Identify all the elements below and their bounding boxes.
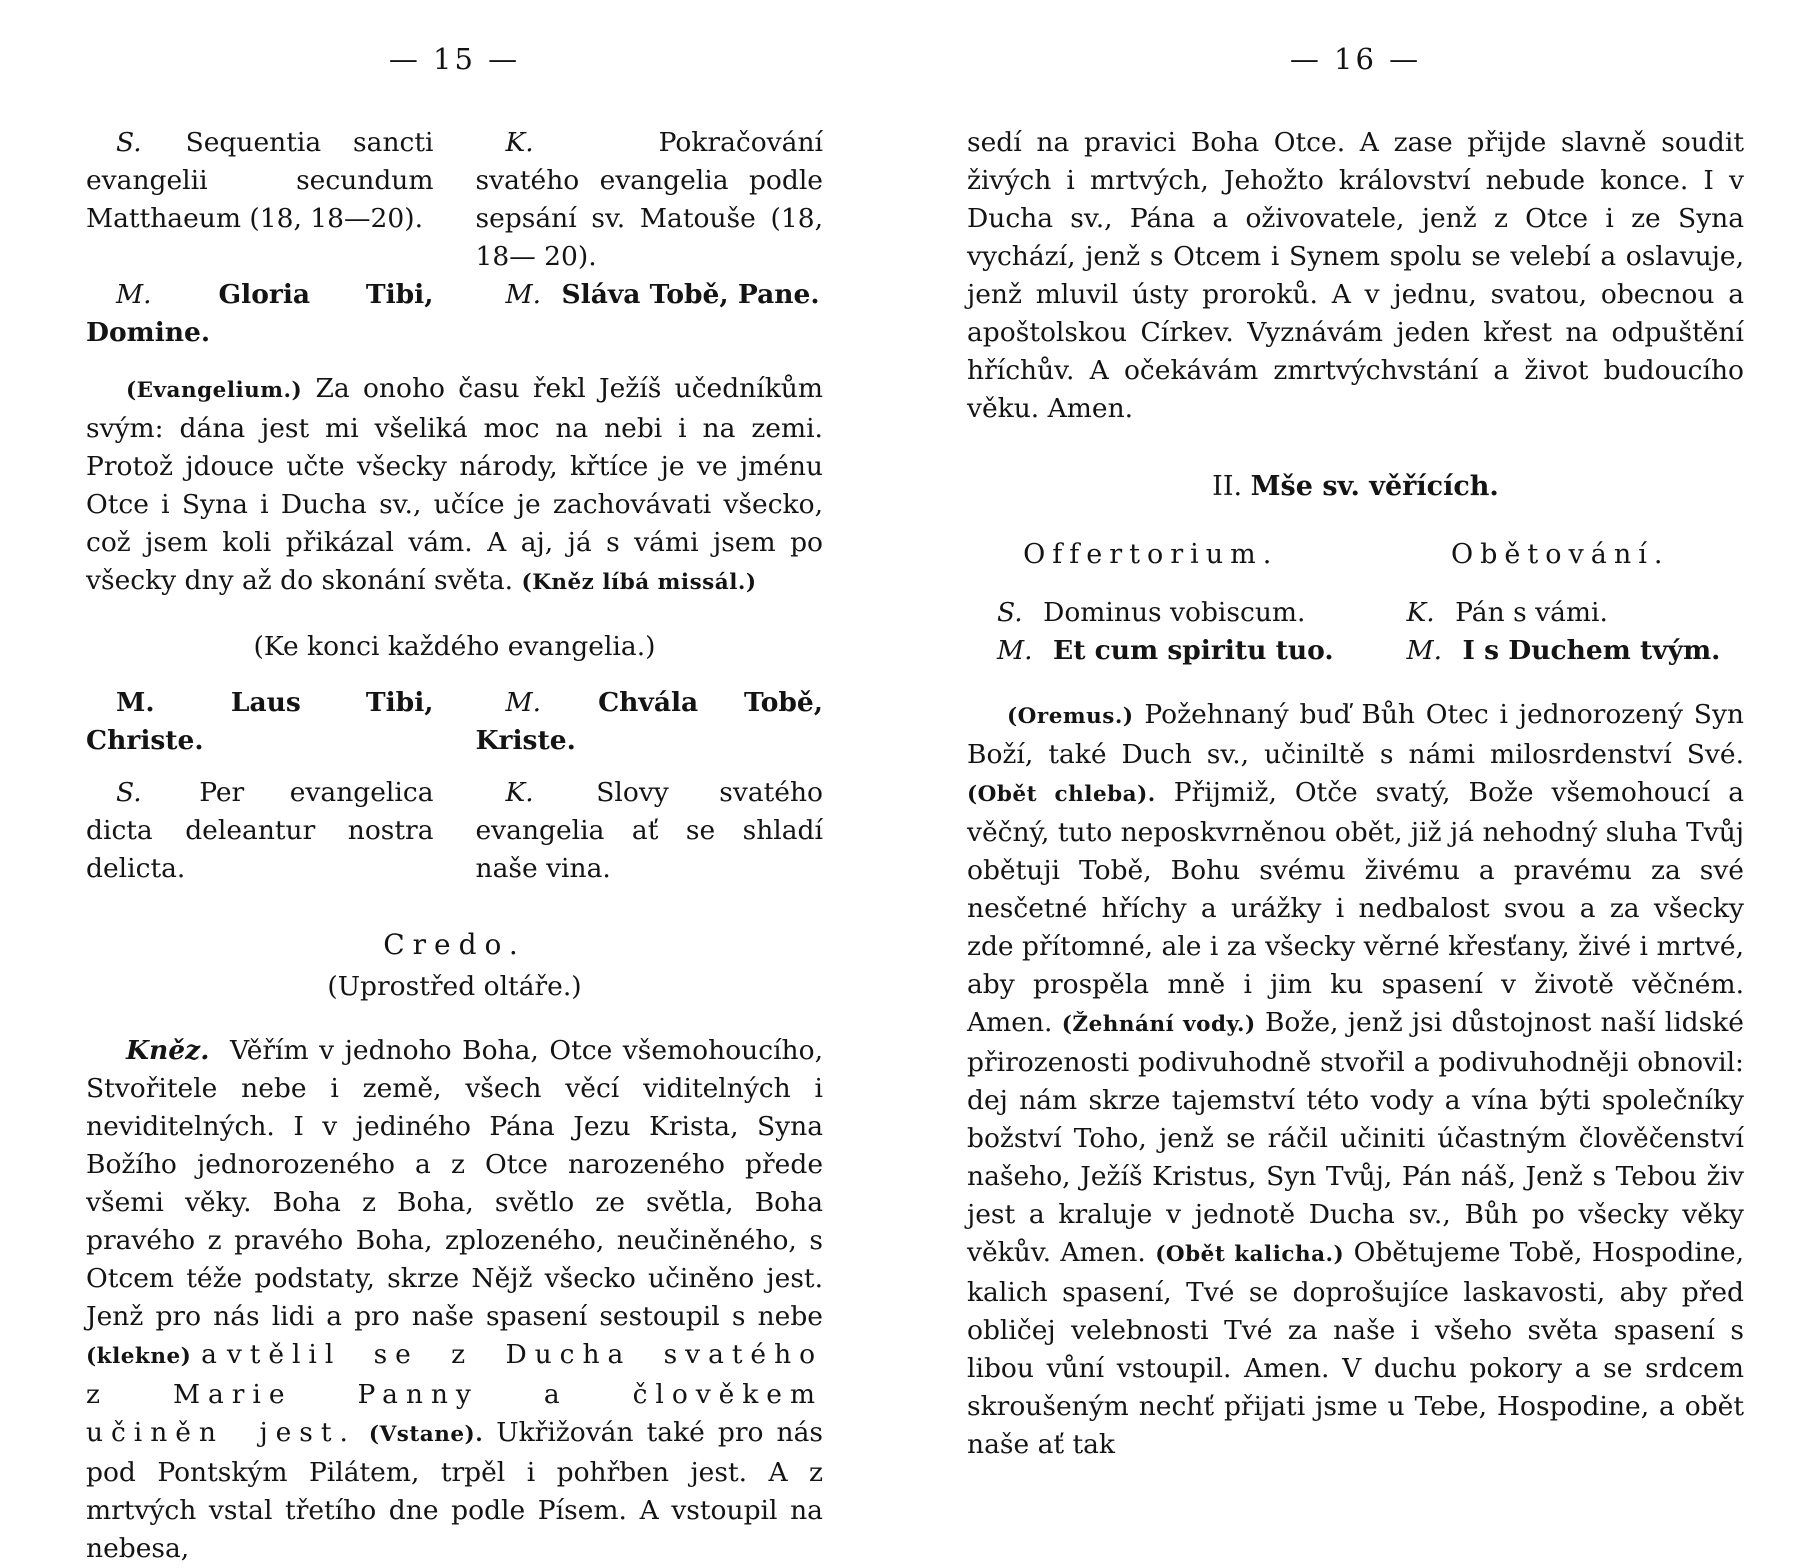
rubric-row-per-evangelica bbox=[86, 774, 823, 888]
credo-text-1: Věřím v jednoho Boha, Otce všemohoucího, Stvořitele nebe i země, všech věcí viditelných i neviditelných. I v jediného Pána Jezu Krista, Syna Božího jednorozeného a z Otce narozeného přede všemi věky. Boha z Boha, světlo ze světla, Boha pravého z pravého Boha, zplozeného, neučiněného, s Otcem téže podstaty, skrze Nějž všecko učiněno jest. Jenž pro nás lidi a pro naše spasení sestoupil s nebe bbox=[86, 1035, 823, 1332]
page-16 bbox=[907, 0, 1814, 1500]
czech-et-cum bbox=[1377, 632, 1745, 670]
offertory-column-headings bbox=[967, 536, 1744, 574]
rubric-note: (Kněz líbá missál.) bbox=[521, 570, 757, 595]
latin-text: Et cum spiritu tuo. bbox=[1053, 635, 1334, 666]
credo-subheading: (Uprostřed oltáře.) bbox=[327, 971, 582, 1002]
speaker-letter: M. bbox=[116, 687, 155, 718]
obetovani-heading: Obětování. bbox=[1451, 539, 1670, 570]
latin-text: Gloria Tibi, Domine. bbox=[86, 279, 434, 348]
latin-gloria bbox=[86, 276, 434, 352]
czech-text: Chvála Tobě, Kriste. bbox=[475, 687, 823, 756]
speaker-letter: S. bbox=[116, 777, 142, 808]
speaker-letter: M. bbox=[1406, 635, 1443, 666]
czech-sequentia bbox=[476, 124, 824, 276]
speaker-letter: K. bbox=[505, 127, 534, 158]
latin-text: Dominus vobiscum. bbox=[1043, 597, 1306, 628]
speaker-letter: M. bbox=[997, 635, 1033, 666]
center-rubric: (Ke konci každého evangelia.) bbox=[253, 631, 656, 662]
speaker-letter: M. bbox=[505, 279, 542, 310]
czech-text: Pán s vámi. bbox=[1455, 597, 1608, 628]
evangelium-paragraph bbox=[86, 370, 823, 602]
credo-heading: Credo. bbox=[383, 928, 526, 961]
czech-text: I s Duchem tvým. bbox=[1462, 635, 1721, 666]
rubric-row-et-cum bbox=[967, 632, 1744, 670]
oremus-text-3: Bože, jenž jsi důstojnost naší lidské přirozenosti podivuhodně stvořil a podivuhodněji obnovil: dej nám skrze tajemství této vody a vína býti společníky božství Toho, jenž se ráčil učiniti účastným člověčenství našeho, Ježíš Kristus, Syn Tvůj, Pán náš, Jenž s Tebou živ jest a kraluje v jednotě Ducha sv., Bůh po všecky věky věkův. Amen. bbox=[967, 1007, 1744, 1268]
evangelium-text: Za onoho času řekl Ježíš učedníkům svým: dána jest mi všeliká moc na nebi i na zemi. Protož jdouce učte všecky národy, křtíce je ve jménu Otce i Syna i Ducha sv., učíce je zachovávati všecko, což jsem koli přikázal vám. A aj, já s vámi jsem po všecky dny až do skonání světa. bbox=[86, 373, 823, 596]
page-number-15: — 15 — bbox=[388, 42, 521, 76]
rubric-row-gloria bbox=[86, 276, 823, 352]
rubric-note: (Žehnání vody.) bbox=[1061, 1012, 1256, 1037]
rubric-row-sequentia bbox=[86, 124, 823, 276]
latin-sequentia bbox=[86, 124, 434, 276]
oremus-text-4: Obětujeme Tobě, Hospodine, kalich spasení, Tvé se doprošujíce laskavosti, aby před obličej velebnosti Tvé za naše i všeho světa spasení s libou vůní vstoupil. Amen. V duchu pokory a se srdcem skroušeným nechť přijati jsme u Tebe, Hospodine, a obět naše ať tak bbox=[967, 1237, 1744, 1460]
latin-text: Laus Tibi, Christe. bbox=[86, 687, 434, 756]
speaker-letter: M. bbox=[116, 279, 152, 310]
credo-emphasized-text: vtělil se z Ducha svatého z Marie Panny a člověkem učiněn jest. bbox=[86, 1339, 823, 1448]
speaker-letter: K. bbox=[1406, 597, 1435, 628]
czech-dominus bbox=[1377, 594, 1745, 632]
page-number-16: — 16 — bbox=[1289, 42, 1422, 76]
section-title: Mše sv. věřících. bbox=[1250, 471, 1499, 502]
czech-text: Pokračování svatého evangelia podle sepsání sv. Matouše (18, 18— 20). bbox=[475, 127, 823, 272]
page-15 bbox=[0, 0, 907, 1564]
credo-continuation-paragraph: sedí na pravici Boha Otce. A zase přijde slavně soudit živých i mrtvých, Jehožto království nebude konce. I v Ducha sv., Pána a oživovatele, jenž z Otce i ze Syna vychází, jenž s Otcem i Synem spolu se velebí a oslavuje, jenž mluvil ústy proroků. A v jednu, svatou, obecnou a apoštolskou Církev. Vyznávám jeden křest na odpuštění hříchův. A očekávám zmrtvýchvstání a život budoucího věku. Amen. bbox=[967, 127, 1744, 424]
credo-paragraph bbox=[86, 1032, 823, 1568]
section-heading bbox=[967, 468, 1744, 506]
latin-et-cum bbox=[967, 632, 1335, 670]
rubric-row-laus bbox=[86, 684, 823, 760]
credo-conjunction: a bbox=[201, 1339, 217, 1370]
speaker-letter: K. bbox=[505, 777, 534, 808]
speaker-letter: M. bbox=[505, 687, 542, 718]
czech-text: Sláva Tobě, Pane. bbox=[561, 279, 820, 310]
rubric-row-dominus bbox=[967, 594, 1744, 632]
czech-laus bbox=[476, 684, 824, 760]
section-number: II. bbox=[1212, 471, 1243, 502]
czech-text: Slovy svatého evangelia ať se shladí naše vina. bbox=[475, 777, 823, 884]
latin-dominus bbox=[967, 594, 1335, 632]
oremus-text-2: Přijmiž, Otče svatý, Bože všemohoucí a věčný, tuto neposkvrněnou obět, již já nehodný sluha Tvůj obětuji Tobě, Bohu svému živému a pravému za své nesčetné hříchy a urážky i nedbalost svou a za všecky zde přítomné, ale i za všecky věrné křesťany, živé i mrtvé, aby prospěla mně i jim ku spasení v životě věčném. Amen. bbox=[967, 777, 1745, 1038]
speaker-letter: S. bbox=[116, 127, 142, 158]
rubric-note: (Obět chleba). bbox=[967, 782, 1156, 807]
oremus-text-1: Požehnaný buď Bůh Otec i jednorozený Syn Boží, také Duch sv., učiniltě s námi milosrdenství Své. bbox=[967, 699, 1744, 770]
offertorium-heading: Offertorium. bbox=[1023, 539, 1279, 570]
rubric-note: (Obět kalicha.) bbox=[1155, 1242, 1345, 1267]
latin-text: Sequentia sancti evangelii secundum Matthaeum (18, 18—20). bbox=[86, 127, 434, 234]
czech-per-evangelica bbox=[476, 774, 824, 888]
rubric-note: (Oremus.) bbox=[1007, 704, 1134, 729]
rubric-note: (Evangelium.) bbox=[126, 378, 303, 403]
credo-leader: Kněz. bbox=[126, 1035, 210, 1066]
latin-per-evangelica bbox=[86, 774, 434, 888]
speaker-letter: S. bbox=[997, 597, 1023, 628]
latin-laus bbox=[86, 684, 434, 760]
credo-text-2: Ukřižován také pro nás pod Pontským Pilátem, trpěl i pohřben jest. A z mrtvých vstal třetího dne podle Písem. A vstoupil na nebesa, bbox=[86, 1417, 823, 1564]
oremus-paragraph bbox=[967, 696, 1744, 1464]
rubric-note: (klekne) bbox=[86, 1344, 192, 1369]
czech-gloria bbox=[476, 276, 824, 352]
latin-text: Per evangelica dicta deleantur nostra delicta. bbox=[86, 777, 434, 884]
rubric-note: (Vstane). bbox=[368, 1422, 484, 1447]
